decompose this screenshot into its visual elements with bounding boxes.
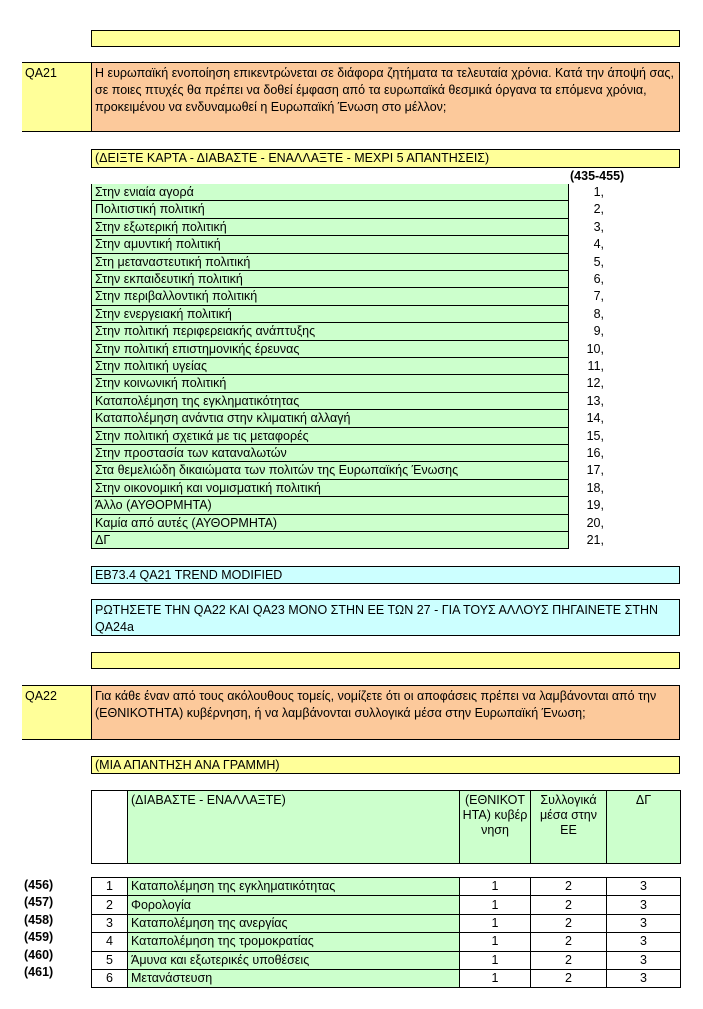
qa21-option-code: 20, (586, 515, 604, 530)
qa21-option-label: Πολιτιστική πολιτική (91, 201, 569, 218)
qa22-row-num: 1 (92, 878, 128, 896)
qa22-header-num (92, 791, 128, 864)
qa21-option-code: 7, (593, 289, 604, 304)
qa21-option-code: 18, (586, 480, 604, 495)
qa22-row-national: 1 (460, 969, 531, 987)
qa22-code: QA22 (25, 689, 57, 703)
qa21-option-code: 21, (586, 533, 604, 547)
qa21-option-code: 17, (586, 463, 604, 478)
qa22-row-code: (460) (24, 947, 54, 962)
qa21-option-code: 19, (586, 498, 604, 513)
qa22-row-eu: 2 (531, 951, 607, 969)
qa22-header-items (128, 791, 460, 864)
qa21-option-label: ΔΓ (91, 532, 569, 549)
qa21-option-label: Στην πολιτική υγείας (91, 358, 569, 375)
qa22-row-dk: 3 (607, 878, 681, 896)
qa22-header-col3-text: ΔΓ (635, 793, 652, 807)
qa22-header-table (91, 790, 681, 864)
qa22-row-label: Καταπολέμηση της τρομοκρατίας (128, 933, 460, 951)
qa21-option-code: 4, (593, 237, 604, 252)
qa21-code-cell (22, 62, 91, 132)
qa22-row-national: 1 (460, 914, 531, 932)
qa22-instruction (91, 756, 680, 774)
qa21-option-code: 12, (586, 376, 604, 391)
qa22-row-num: 4 (92, 933, 128, 951)
qa21-option-code: 9, (593, 324, 604, 339)
qa22-row-num: 5 (92, 951, 128, 969)
qa21-option-code: 11, (587, 359, 604, 373)
qa21-option-code: 14, (586, 411, 604, 426)
qa22-table-row (92, 878, 681, 896)
qa21-option-label: Στην πολιτική σχετικά με τις μεταφορές (91, 428, 569, 445)
qa22-row-num: 3 (92, 914, 128, 932)
qa21-option-label: Στην πολιτική περιφερειακής ανάπτυξης (91, 323, 569, 340)
qa22-instruction-text: (ΜΙΑ ΑΠΑΝΤΗΣΗ ΑΝΑ ΓΡΑΜΜΗ) (95, 758, 280, 772)
qa21-option-code: 6, (593, 272, 604, 286)
qa22-row-label: Καταπολέμηση της ανεργίας (128, 914, 460, 932)
qa22-row-label: Μετανάστευση (128, 969, 460, 987)
qa21-option-code: 15, (586, 428, 604, 443)
qa22-row-num: 2 (92, 896, 128, 914)
qa22-code-cell (22, 685, 91, 740)
qa21-trend (91, 566, 680, 584)
qa22-row-code: (459) (24, 930, 54, 945)
qa22-body-table (91, 877, 681, 988)
qa22-row-dk: 3 (607, 951, 681, 969)
qa21-option-code: 3, (593, 219, 604, 234)
qa21-instruction-text: (ΔΕΙΞΤΕ ΚΑΡΤΑ - ΔΙΑΒΑΣΤΕ - ΕΝΑΛΛΑΞΤΕ - ΜΕΧΡΙ 5 ΑΠΑΝΤΗΣΕΙΣ) (95, 151, 490, 165)
qa21-option-code: 2, (593, 202, 604, 217)
qa22-row-eu: 2 (531, 896, 607, 914)
qa21-code: QA21 (25, 66, 57, 80)
qa21-routing: ΡΩΤΗΣΕΤΕ ΤΗΝ QA22 ΚΑΙ QA23 ΜΟΝΟ ΣΤΗΝ ΕΕ ΤΩΝ 27 - ΓΙΑ ΤΟΥΣ ΑΛΛΟΥΣ ΠΗΓΑΙΝΕΤΕ ΣΤΗΝ QA24a (91, 599, 680, 636)
qa21-trend-text: EB73.4 QA21 TREND MODIFIED (95, 568, 283, 582)
qa21-option-code: 10, (586, 341, 604, 356)
qa21-option-label: Στην ενιαία αγορά (91, 184, 569, 201)
qa22-row-eu: 2 (531, 878, 607, 896)
qa22-row-label: Φορολογία (128, 896, 460, 914)
qa22-row-dk: 3 (607, 914, 681, 932)
qa21-option-label: Στην προστασία των καταναλωτών (91, 445, 569, 462)
qa21-option-label: Στην ενεργειακή πολιτική (91, 306, 569, 323)
qa22-row-dk: 3 (607, 969, 681, 987)
qa22-row-code: (458) (24, 912, 54, 927)
qa21-option-code: 8, (593, 306, 604, 321)
qa22-row-eu: 2 (531, 914, 607, 932)
qa21-range: (435-455) (570, 169, 625, 183)
qa21-option-label: Στην αμυντική πολιτική (91, 236, 569, 253)
qa22-header-col1 (460, 791, 531, 864)
qa21-option-label: Στην εξωτερική πολιτική (91, 219, 569, 236)
qa22-row-code: (456) (24, 878, 54, 892)
mid-empty-bar (91, 652, 680, 669)
qa22-row-label: Καταπολέμηση της εγκληματικότητας (128, 878, 460, 896)
qa21-option-label: Στη μεταναστευτική πολιτική (91, 254, 569, 271)
qa21-option-label: Στην εκπαιδευτική πολιτική (91, 271, 569, 288)
qa22-table-row (92, 914, 681, 932)
qa22-row-national: 1 (460, 951, 531, 969)
qa22-row-label: Άμυνα και εξωτερικές υποθέσεις (128, 951, 460, 969)
qa22-header-col2-text: Συλλογικά μέσα στην ΕΕ (539, 793, 598, 837)
qa21-option-label: Στην πολιτική επιστημονικής έρευνας (91, 341, 569, 358)
qa22-row-eu: 2 (531, 933, 607, 951)
qa22-header-items-text: (ΔΙΑΒΑΣΤΕ - ΕΝΑΛΛΑΞΤΕ) (131, 793, 286, 807)
qa21-option-code: 13, (586, 393, 604, 408)
qa22-row-dk: 3 (607, 933, 681, 951)
qa21-option-label: Στα θεμελιώδη δικαιώματα των πολιτών της Ευρωπαϊκής Ένωσης (91, 462, 569, 479)
qa22-row-dk: 3 (607, 896, 681, 914)
qa22-header-col2 (531, 791, 607, 864)
qa22-header-col3 (607, 791, 681, 864)
qa22-table-row (92, 951, 681, 969)
qa21-option-label: Καταπολέμηση της εγκληματικότητας (91, 393, 569, 410)
qa21-option-code: 16, (586, 446, 604, 460)
qa22-header-col1-text: (ΕΘΝΙΚΟΤ ΗΤΑ) κυβέρνηση (462, 793, 528, 837)
qa22-row-num: 6 (92, 969, 128, 987)
qa22-question: Για κάθε έναν από τους ακόλουθους τομείς, νομίζετε ότι οι αποφάσεις πρέπει να λαμβάνονται από την (ΕΘΝΙΚΟΤΗΤΑ) κυβέρνηση, ή να λαμβάνονται συλλογικά μέσα στην Ευρωπαϊκή Ένωση; (91, 685, 680, 740)
qa21-option-label: Άλλο (ΑΥΘΟΡΜΗΤΑ) (91, 497, 569, 514)
qa22-table-row (92, 896, 681, 914)
top-empty-bar (91, 30, 680, 47)
qa22-row-eu: 2 (531, 969, 607, 987)
qa21-option-code: 1, (593, 185, 604, 199)
qa21-option-label: Καμία από αυτές (ΑΥΘΟΡΜΗΤΑ) (91, 515, 569, 532)
qa21-option-label: Στην κοινωνική πολιτική (91, 375, 569, 392)
qa22-row-national: 1 (460, 878, 531, 896)
qa22-row-national: 1 (460, 896, 531, 914)
qa22-table-row (92, 933, 681, 951)
qa21-question: Η ευρωπαϊκή ενοποίηση επικεντρώνεται σε διάφορα ζητήματα τα τελευταία χρόνια. Κατά την άποψή σας, σε ποιες πτυχές θα πρέπει να δοθεί έμφαση από τα ευρωπαϊκά θεσμικά όργανα τα επόμενα χρόνια, προκειμένου να ενδυναμωθεί η Ευρωπαϊκή Ένωση στο μέλλον; (91, 62, 680, 132)
qa21-option-label: Στην οικονομική και νομισματική πολιτική (91, 480, 569, 497)
qa21-option-label: Στην περιβαλλοντική πολιτική (91, 288, 569, 305)
qa22-row-national: 1 (460, 933, 531, 951)
qa21-option-code: 5, (593, 254, 604, 269)
qa21-option-label: Καταπολέμηση ανάντια στην κλιματική αλλαγή (91, 410, 569, 427)
qa21-instruction (91, 149, 680, 168)
qa22-row-code: (461) (24, 965, 54, 979)
qa22-row-code: (457) (24, 895, 54, 910)
qa22-table-row (92, 969, 681, 987)
